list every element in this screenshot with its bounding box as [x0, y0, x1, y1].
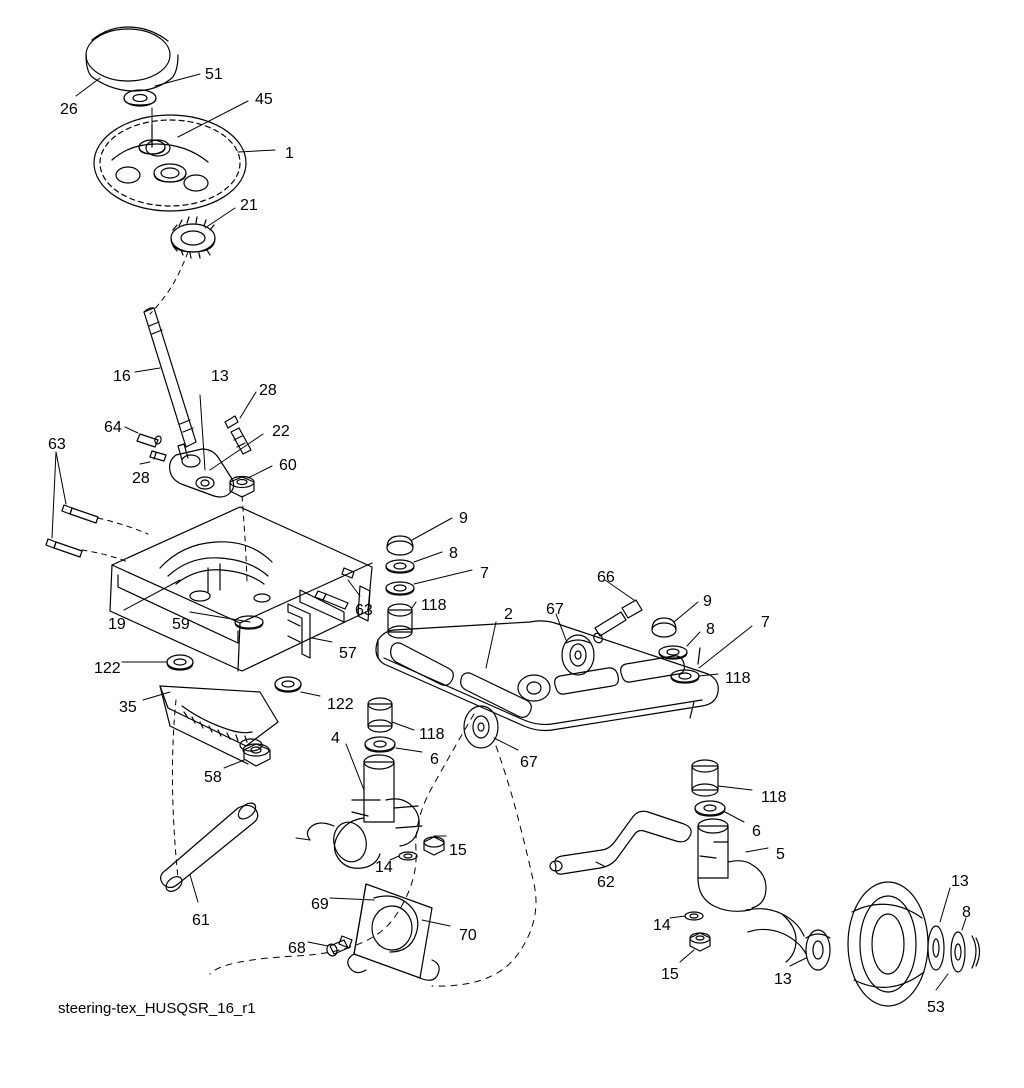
part-118-bushing-right: [692, 760, 718, 796]
part-4-left-spindle: [307, 755, 422, 868]
part-8-washer-right: [659, 646, 687, 659]
part-1-steering-wheel: [94, 115, 246, 211]
callout-64: 64: [104, 419, 122, 436]
callout-14-left: 14: [375, 859, 393, 876]
callout-26: 26: [60, 101, 78, 118]
part-63-bolt-lower: [46, 539, 82, 557]
part-62-tie-rod: [550, 811, 691, 874]
callout-13-right-outer: 13: [951, 873, 969, 890]
callout-45: 45: [255, 91, 273, 108]
callout-28-lower: 28: [132, 470, 150, 487]
callout-70: 70: [459, 927, 477, 944]
callout-63-right: 63: [355, 602, 373, 619]
part-7-washer-left: [386, 582, 414, 595]
callout-60: 60: [279, 457, 297, 474]
callout-118-right-lower: 118: [761, 789, 787, 806]
callout-7-right: 7: [761, 614, 770, 631]
part-122-bearing-right: [275, 677, 301, 692]
part-wheel-tire: [848, 882, 928, 1006]
part-8-washer-left: [386, 560, 414, 573]
callout-118-right-top: 118: [725, 670, 751, 687]
part-15-nut-right: [690, 933, 710, 951]
part-70-plate: [348, 884, 439, 980]
part-13-hubcap: [806, 930, 830, 970]
callout-13-upper: 13: [211, 368, 229, 385]
callout-35: 35: [119, 699, 137, 716]
part-9-cap-right: [652, 618, 676, 637]
part-15-nut-left: [424, 837, 444, 855]
callout-51: 51: [205, 66, 223, 83]
callout-8-outer: 8: [962, 904, 971, 921]
part-63-bolt-upper: [62, 505, 98, 523]
part-21-gear: [171, 217, 215, 258]
callout-19: 19: [108, 616, 126, 633]
callout-118-left-lower: 118: [419, 726, 445, 743]
callout-58: 58: [204, 769, 222, 786]
part-58-nut: [243, 744, 270, 766]
part-14-washer-right: [685, 912, 703, 920]
part-68-screw: [325, 936, 352, 957]
callout-9-left: 9: [459, 510, 468, 527]
callout-7-left: 7: [480, 565, 489, 582]
callout-122-right: 122: [327, 696, 354, 713]
callout-69: 69: [311, 896, 329, 913]
callout-57: 57: [339, 645, 357, 662]
diagram-caption: steering-tex_HUSQSR_16_r1: [58, 1000, 256, 1017]
part-13-washer-right-outer: [928, 926, 944, 970]
part-45-hub: [139, 125, 186, 182]
callout-68: 68: [288, 940, 306, 957]
part-5-right-spindle: [698, 819, 806, 962]
part-9-cap-left: [387, 536, 413, 555]
part-118-bushing-left-top: [388, 604, 412, 638]
callout-15-left: 15: [449, 842, 467, 859]
part-53-ring: [972, 936, 980, 968]
callout-28-upper: 28: [259, 382, 277, 399]
part-7-washer-right: [671, 670, 699, 683]
callout-4: 4: [331, 730, 340, 747]
part-14-washer-left: [399, 852, 417, 860]
part-22-bracket: [170, 444, 234, 497]
part-64-pin: [137, 434, 162, 447]
callout-67-lower: 67: [520, 754, 538, 771]
callout-14-right: 14: [653, 917, 671, 934]
part-118-bushing-left-lower: [368, 698, 392, 732]
callout-16: 16: [113, 368, 131, 385]
callout-13-hub: 13: [774, 971, 792, 988]
callout-53: 53: [927, 999, 945, 1016]
callout-22: 22: [272, 423, 290, 440]
callout-6-left: 6: [430, 751, 439, 768]
callout-118-left-top: 118: [421, 597, 447, 614]
callout-15-right: 15: [661, 966, 679, 983]
callout-67-upper: 67: [546, 601, 564, 618]
part-6-washer-right: [695, 801, 725, 816]
callout-5: 5: [776, 846, 785, 863]
part-26-cap: [86, 27, 178, 91]
part-19-dash-plate: [110, 507, 372, 671]
callout-122-left: 122: [94, 660, 121, 677]
part-67-pulley-lower: [464, 706, 498, 748]
callout-62: 62: [597, 874, 615, 891]
part-8-washer-outer: [951, 932, 965, 972]
callout-1: 1: [285, 145, 294, 162]
callout-59: 59: [172, 616, 190, 633]
part-57-bracket: [288, 604, 310, 658]
part-61-drag-link: [161, 800, 259, 894]
callout-9-right: 9: [703, 593, 712, 610]
callout-6-right: 6: [752, 823, 761, 840]
part-28-screw-lower: [150, 451, 166, 461]
callout-2: 2: [504, 606, 513, 623]
callout-8-left: 8: [449, 545, 458, 562]
callout-63-left: 63: [48, 436, 66, 453]
callout-61: 61: [192, 912, 210, 929]
part-28-screw-upper: [225, 416, 251, 454]
part-51-washer: [124, 90, 156, 106]
callout-66: 66: [597, 569, 615, 586]
callout-8-right: 8: [706, 621, 715, 638]
part-67-pulley-upper: [562, 635, 594, 675]
callout-21: 21: [240, 197, 258, 214]
part-122-bearing-left: [167, 655, 193, 670]
part-6-washer-left: [365, 737, 395, 752]
part-16-steering-shaft: [144, 308, 196, 447]
